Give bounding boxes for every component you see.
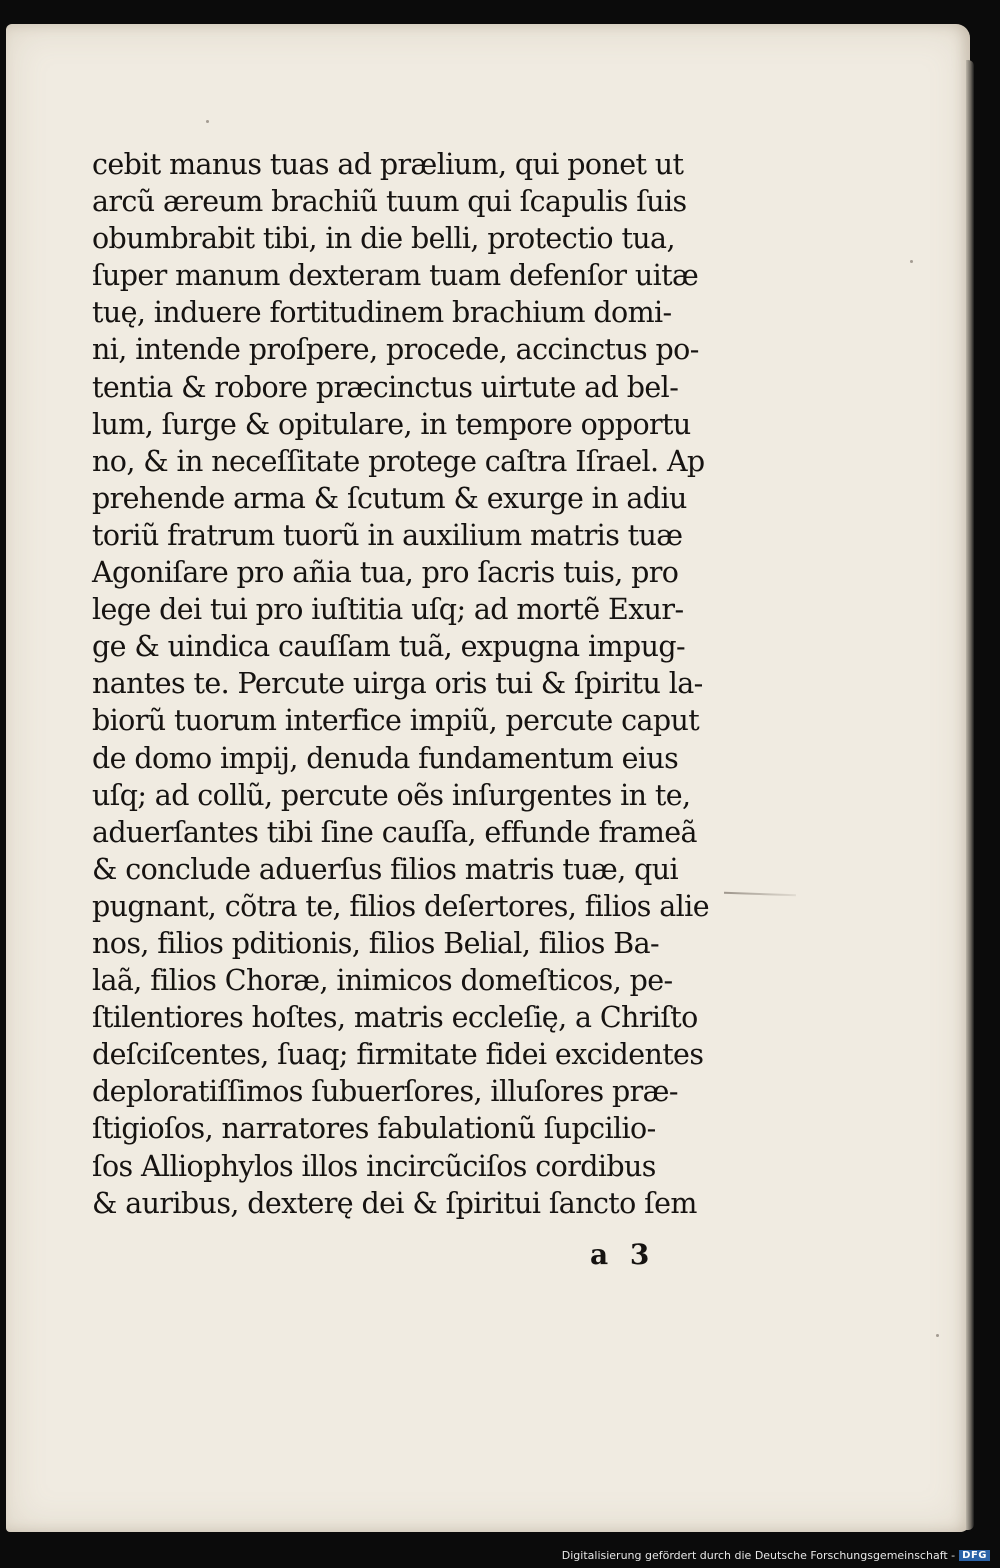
text-line: de domo impij, denuda fundamentum eius [92, 741, 679, 775]
text-line: ni, intende proſpere, procede, accinctus po- [92, 333, 699, 367]
text-line: arcũ æreum brachiũ tuum qui ſcapulis ſuis [92, 185, 687, 219]
dfg-logo: DFG [959, 1550, 990, 1561]
text-line: deploratiſſimos ſubuerſores, illuſores præ- [92, 1075, 678, 1109]
text-line: ſuper manum dexteram tuam defenſor uitæ [92, 259, 699, 293]
text-line: lum, ſurge & opitulare, in tempore opportu [92, 407, 691, 441]
text-line: ſos Alliophylos illos incircũciſos cordibus [92, 1149, 656, 1183]
text-line: toriũ fratrum tuorũ in auxilium matris tuæ [92, 518, 683, 552]
text-line: nantes te. Percute uirga oris tui & ſpiritu la- [92, 667, 703, 701]
paper-speck [910, 260, 913, 263]
text-line: Agoniſare pro añia tua, pro ſacris tuis, pro [92, 556, 679, 590]
paper-speck [936, 1334, 939, 1337]
text-line: lege dei tui pro iuſtitia uſq; ad mortẽ Exur- [92, 593, 684, 627]
text-line: tentia & robore præcinctus uirtute ad bel- [92, 370, 679, 404]
paper-speck [206, 120, 209, 123]
text-line: pugnant, cõtra te, filios deſertores, filios alie [92, 889, 709, 923]
text-line: ſtigioſos, narratores fabulationũ ſupcilio- [92, 1112, 656, 1146]
text-line: cebit manus tuas ad prælium, qui ponet ut [92, 148, 684, 181]
text-line: & auribus, dexterę dei & ſpiritui ſancto ſem [92, 1186, 697, 1220]
text-line: ſtilentiores hoſtes, matris eccleſię, a Chriſto [92, 1001, 698, 1035]
page-text [92, 146, 722, 1222]
text-line: prehende arma & ſcutum & exurge in adiu [92, 481, 687, 515]
text-line: nos, filios pditionis, filios Belial, filios Ba- [92, 926, 660, 960]
text-line: biorũ tuorum interfice impiũ, percute caput [92, 704, 700, 738]
text-line: tuę, induere fortitudinem brachium domi- [92, 296, 672, 330]
text-line: ge & uindica cauſſam tuã, expugna impug- [92, 630, 685, 664]
text-line: uſq; ad collũ, percute oẽs inſurgentes in te, [92, 778, 691, 812]
footer-credit: Digitalisierung gefördert durch die Deutsche Forschungsgemeinschaft - [561, 1549, 956, 1562]
text-line: deſciſcentes, ſuaq; firmitate fidei excidentes [92, 1038, 704, 1072]
text-line: aduerſantes tibi ſine cauſſa, effunde frameã [92, 815, 697, 849]
digitization-footer [562, 1549, 990, 1562]
page-edge-shadow [966, 60, 974, 1530]
text-line: & conclude aduerſus filios matris tuæ, qui [92, 852, 679, 886]
text-line: laã, filios Choræ, inimicos domeſticos, pe- [92, 964, 673, 998]
signature-mark: a 3 [590, 1238, 656, 1271]
text-line: obumbrabit tibi, in die belli, protectio tua, [92, 222, 675, 256]
text-line: no, & in neceſſitate protege caſtra Iſrael. Ap [92, 444, 705, 478]
